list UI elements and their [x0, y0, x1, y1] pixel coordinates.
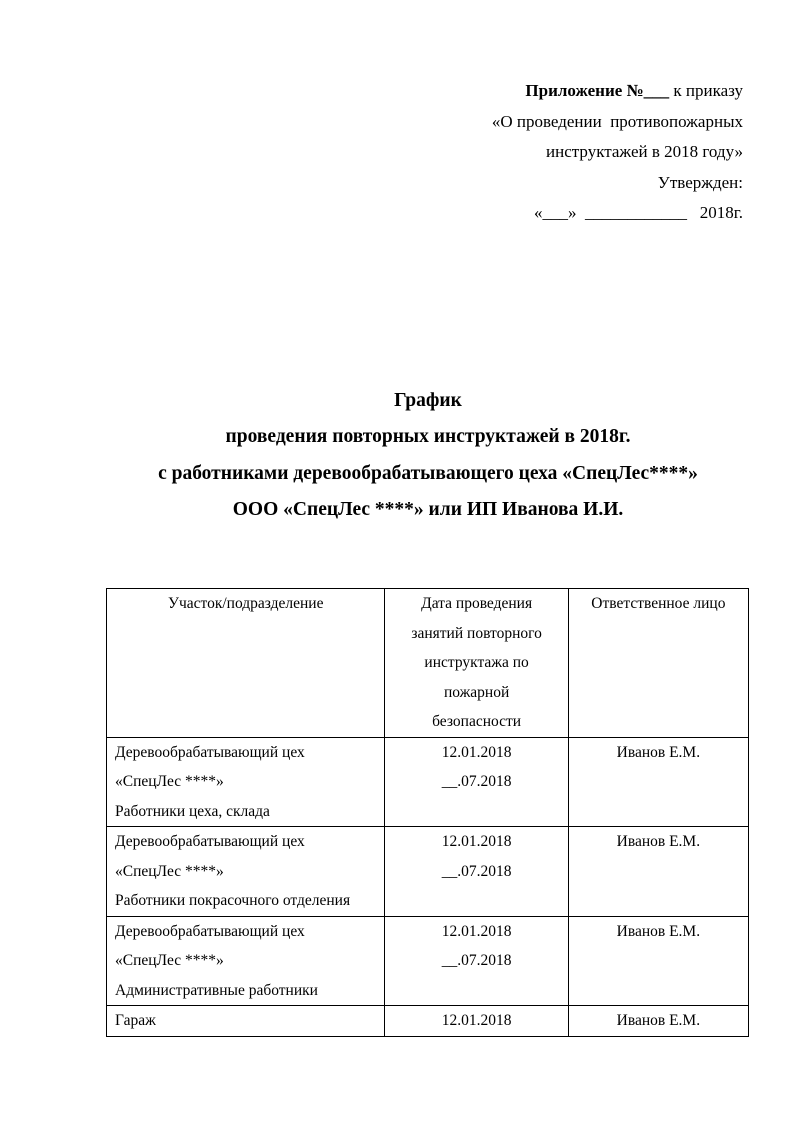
- table-row: [107, 916, 749, 1006]
- table-row: [107, 827, 749, 917]
- section-line: Деревообрабатывающий цех: [115, 833, 305, 850]
- order-title-line-2: инструктажей в 2018 году»: [546, 142, 743, 161]
- title-line-4: ООО «СпецЛес ****» или ИП Иванова И.И.: [232, 498, 624, 520]
- table-row: [107, 737, 749, 827]
- date-line: 12.01.2018: [441, 743, 512, 761]
- cell-person: Иванов Е.М.: [568, 827, 748, 917]
- cell-date: [385, 1006, 568, 1037]
- section-line: Деревообрабатывающий цех: [115, 922, 305, 940]
- order-title-line-1: «О проведении противопожарных: [491, 111, 743, 131]
- table-row: [107, 1006, 749, 1037]
- cell-date: [385, 916, 568, 1006]
- appendix-line: [492, 76, 743, 107]
- schedule-table: [106, 588, 749, 1037]
- header-date-line: инструктажа по: [424, 654, 529, 671]
- header-date-line: пожарной: [443, 683, 510, 701]
- header-date-line: занятий повторного: [411, 624, 542, 642]
- header-date-line: безопасности: [432, 713, 522, 730]
- date-line: __.07.2018: [441, 773, 512, 790]
- cell-person: Иванов Е.М.: [568, 916, 748, 1006]
- section-line: «СпецЛес ****»: [115, 773, 224, 790]
- cell-person: Иванов Е.М.: [568, 1006, 748, 1037]
- approval-header: [492, 76, 743, 229]
- date-line: 12.01.2018: [441, 833, 512, 850]
- appendix-label: Приложение №___: [525, 81, 670, 100]
- date-line: __.07.2018: [441, 952, 512, 969]
- cell-person: Иванов Е.М.: [568, 737, 748, 827]
- cell-section: [107, 827, 385, 917]
- date-line: __.07.2018: [441, 862, 512, 880]
- title-line-1: График: [394, 390, 462, 411]
- title-line-3: с работниками деревообрабатывающего цеха «СпецЛес****»: [158, 462, 698, 484]
- cell-section: [107, 1006, 385, 1037]
- section-line: Работники покрасочного отделения: [115, 892, 351, 909]
- approved-label: Утвержден:: [657, 172, 743, 192]
- approval-date-line: «___» ____________ 2018г.: [533, 203, 743, 222]
- header-date: [385, 589, 568, 738]
- section-line: Гараж: [115, 1012, 156, 1029]
- date-line: 12.01.2018: [441, 922, 512, 940]
- header-section: Участок/подразделение: [107, 589, 385, 738]
- cell-section: [107, 916, 385, 1006]
- document-title: [0, 383, 800, 528]
- header-person: Ответственное лицо: [568, 589, 748, 738]
- title-line-2: проведения повторных инструктажей в 2018г.: [225, 426, 631, 448]
- appendix-suffix: к приказу: [669, 81, 743, 100]
- table-header-row: [107, 589, 749, 738]
- section-line: Административные работники: [115, 981, 318, 999]
- cell-date: [385, 737, 568, 827]
- section-line: Деревообрабатывающий цех: [115, 743, 305, 761]
- cell-date: [385, 827, 568, 917]
- section-line: Работники цеха, склада: [115, 802, 270, 820]
- header-date-line: Дата проведения: [421, 595, 533, 612]
- section-line: «СпецЛес ****»: [115, 862, 224, 880]
- date-line: 12.01.2018: [441, 1012, 512, 1029]
- cell-section: [107, 737, 385, 827]
- section-line: «СпецЛес ****»: [115, 952, 224, 969]
